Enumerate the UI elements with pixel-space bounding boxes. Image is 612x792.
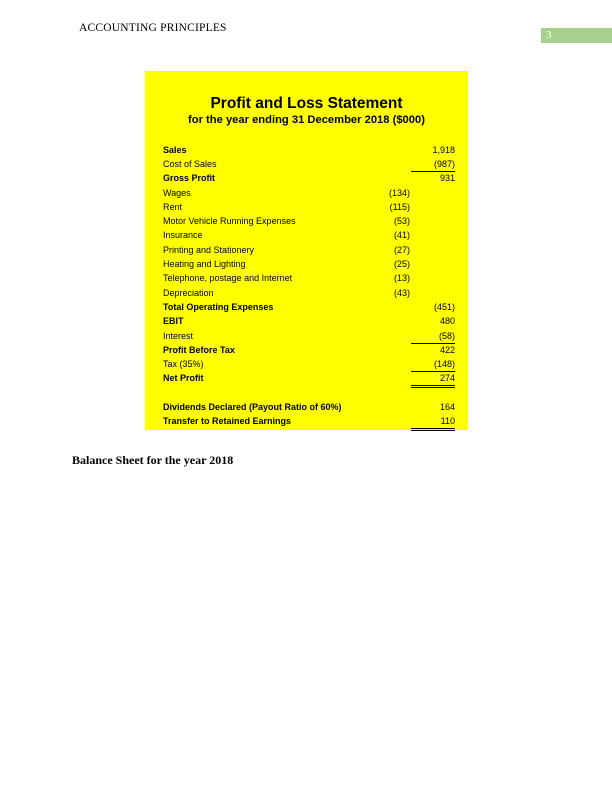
row-label: Rent (163, 202, 183, 212)
row-col2: (148) (411, 357, 455, 372)
row-insurance (163, 228, 455, 242)
row-telephone (163, 271, 455, 285)
row-label: Insurance (163, 230, 203, 240)
row-cost-of-sales (163, 157, 455, 171)
row-col1: (134) (388, 188, 410, 198)
row-col2: 422 (439, 345, 455, 355)
row-dividends (163, 400, 455, 414)
row-col2: 1,918 (432, 145, 455, 155)
row-col2: 164 (439, 402, 455, 412)
row-col2: 931 (439, 173, 455, 183)
statement-title: Profit and Loss Statement (210, 95, 403, 112)
row-col2: (987) (411, 157, 455, 172)
row-col2: 480 (439, 316, 455, 326)
row-label: Profit Before Tax (163, 345, 235, 355)
row-label: Gross Profit (163, 173, 216, 183)
row-sales (163, 143, 455, 157)
row-col2: 274 (411, 371, 455, 388)
row-col1: (53) (393, 216, 410, 226)
row-label: Heating and Lighting (163, 259, 246, 269)
row-col1: (41) (393, 230, 410, 240)
row-profit-before-tax (163, 343, 455, 357)
row-col2: (451) (433, 302, 455, 312)
row-col2: (58) (411, 329, 455, 344)
row-label: Dividends Declared (Payout Ratio of 60%) (163, 402, 342, 412)
running-head: ACCOUNTING PRINCIPLES (79, 22, 227, 34)
row-col2: 110 (411, 414, 455, 431)
row-label: Tax (35%) (163, 359, 204, 369)
row-col1: (13) (393, 273, 410, 283)
row-col1: (43) (393, 288, 410, 298)
row-label: Printing and Stationery (163, 245, 255, 255)
row-retained-earnings (163, 414, 455, 428)
profit-loss-statement (145, 71, 468, 430)
row-label: Cost of Sales (163, 159, 217, 169)
row-printing (163, 243, 455, 257)
row-net-profit (163, 371, 455, 385)
row-interest (163, 329, 455, 343)
page-number: 3 (541, 28, 612, 43)
row-heating (163, 257, 455, 271)
section-heading: Balance Sheet for the year 2018 (72, 453, 234, 467)
row-rent (163, 200, 455, 214)
row-label: Sales (163, 145, 187, 155)
statement-subtitle: for the year ending 31 December 2018 ($000) (188, 114, 425, 126)
row-label: Telephone, postage and Internet (163, 273, 293, 283)
row-label: EBIT (163, 316, 184, 326)
row-wages (163, 186, 455, 200)
row-label: Wages (163, 188, 191, 198)
row-label: Transfer to Retained Earnings (163, 416, 292, 426)
row-gross-profit (163, 171, 455, 185)
row-label: Depreciation (163, 288, 214, 298)
row-depreciation (163, 286, 455, 300)
row-col1: (27) (393, 245, 410, 255)
row-motor-vehicle (163, 214, 455, 228)
row-label: Net Profit (163, 373, 204, 383)
row-ebit (163, 314, 455, 328)
row-col1: (25) (393, 259, 410, 269)
row-total-operating-expenses (163, 300, 455, 314)
row-label: Interest (163, 331, 194, 341)
row-col1: (115) (389, 202, 410, 212)
row-tax (163, 357, 455, 371)
row-label: Motor Vehicle Running Expenses (163, 216, 296, 226)
row-label: Total Operating Expenses (163, 302, 274, 312)
